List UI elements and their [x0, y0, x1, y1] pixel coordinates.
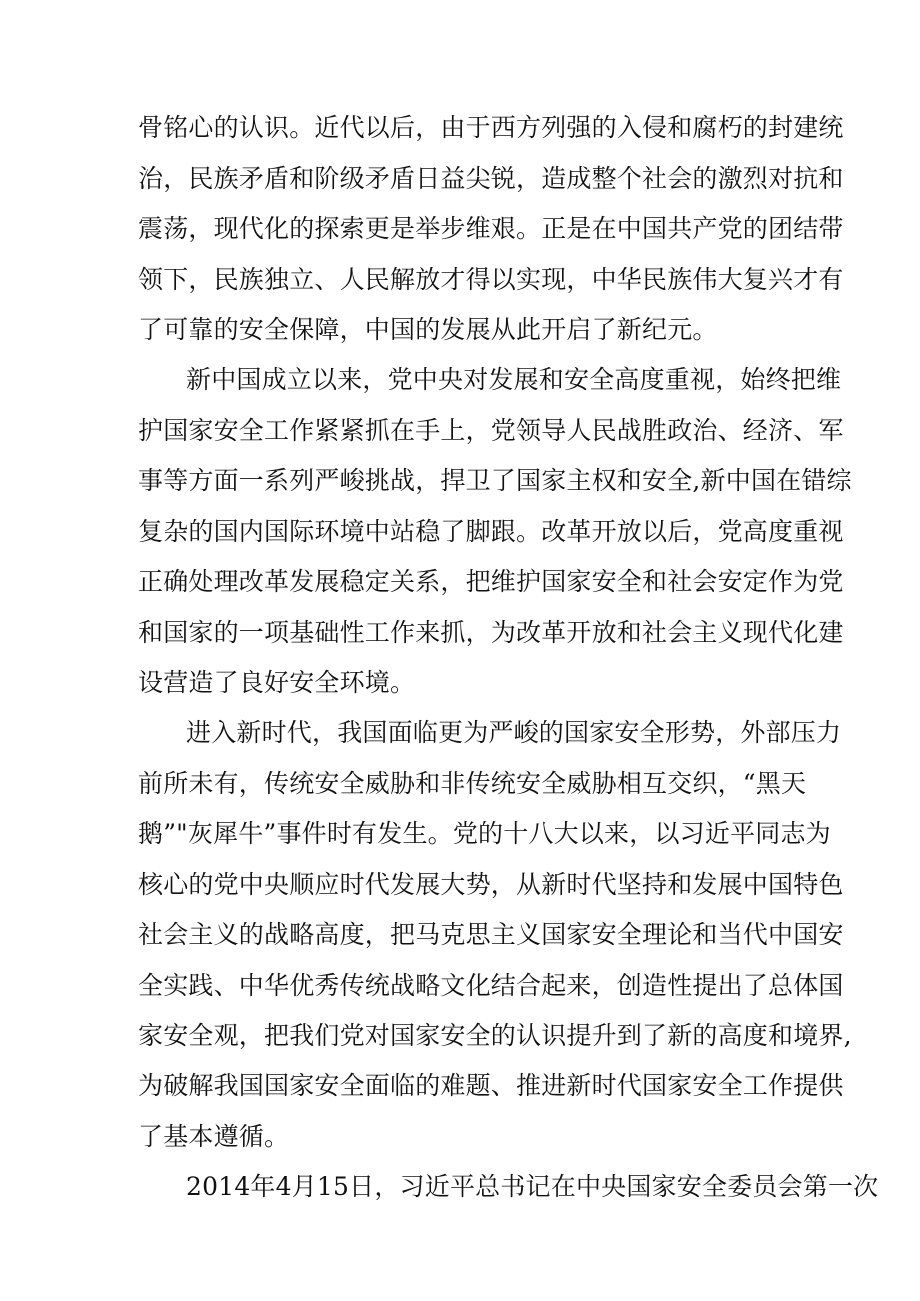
- text-line: 事等方面一系列严峻挑战，捍卫了国家主权和安全,新中国在错综: [138, 466, 852, 495]
- text-line: 鹅”"灰犀牛”事件时有发生。党的十八大以来，以习近平同志为: [138, 819, 831, 848]
- paragraph-start-line: 2014年4月15日，习近平总书记在中央国家安全委员会第一次: [186, 1172, 879, 1201]
- text-line: 家安全观，把我们党对国家安全的认识提升到了新的高度和境界,: [138, 1021, 852, 1050]
- text-line: 领下，民族独立、人民解放才得以实现，中华民族伟大复兴才有: [138, 265, 844, 294]
- text-line: 核心的党中央顺应时代发展大势，从新时代坚持和发展中国特色: [138, 870, 844, 899]
- text-line: 为破解我国国家安全面临的难题、推进新时代国家安全工作提供: [138, 1071, 844, 1100]
- text-line: 正确处理改革发展稳定关系，把维护国家安全和社会安定作为党: [138, 567, 844, 596]
- text-line: 和国家的一项基础性工作来抓，为改革开放和社会主义现代化建: [138, 618, 844, 647]
- text-line: 震荡，现代化的探索更是举步维艰。正是在中国共产党的团结带: [138, 214, 844, 243]
- text-line: 了基本遵循。: [138, 1122, 290, 1151]
- text-line: 了可靠的安全保障，中国的发展从此开启了新纪元。: [138, 315, 718, 344]
- text-line: 全实践、中华优秀传统战略文化结合起来，创造性提出了总体国: [138, 971, 844, 1000]
- text-line: 骨铭心的认识。近代以后，由于西方列强的入侵和腐朽的封建统: [138, 113, 844, 142]
- paragraph-start-line: 新中国成立以来，党中央对发展和安全高度重视，始终把维: [186, 365, 842, 394]
- paragraph-start-line: 进入新时代，我国面临更为严峻的国家安全形势，外部压力: [186, 718, 842, 747]
- text-line: 社会主义的战略高度，把马克思主义国家安全理论和当代中国安: [138, 920, 844, 949]
- text-line: 前所未有，传统安全威胁和非传统安全威胁相互交织，“黑天: [138, 769, 807, 798]
- text-line: 治，民族矛盾和阶级矛盾日益尖锐，造成整个社会的激烈对抗和: [138, 164, 844, 193]
- text-line: 设营造了良好安全环境。: [138, 668, 416, 697]
- text-line: 护国家安全工作紧紧抓在手上，党领导人民战胜政治、经济、军: [138, 416, 844, 445]
- text-line: 复杂的国内国际环境中站稳了脚跟。改革开放以后，党高度重视: [138, 517, 844, 546]
